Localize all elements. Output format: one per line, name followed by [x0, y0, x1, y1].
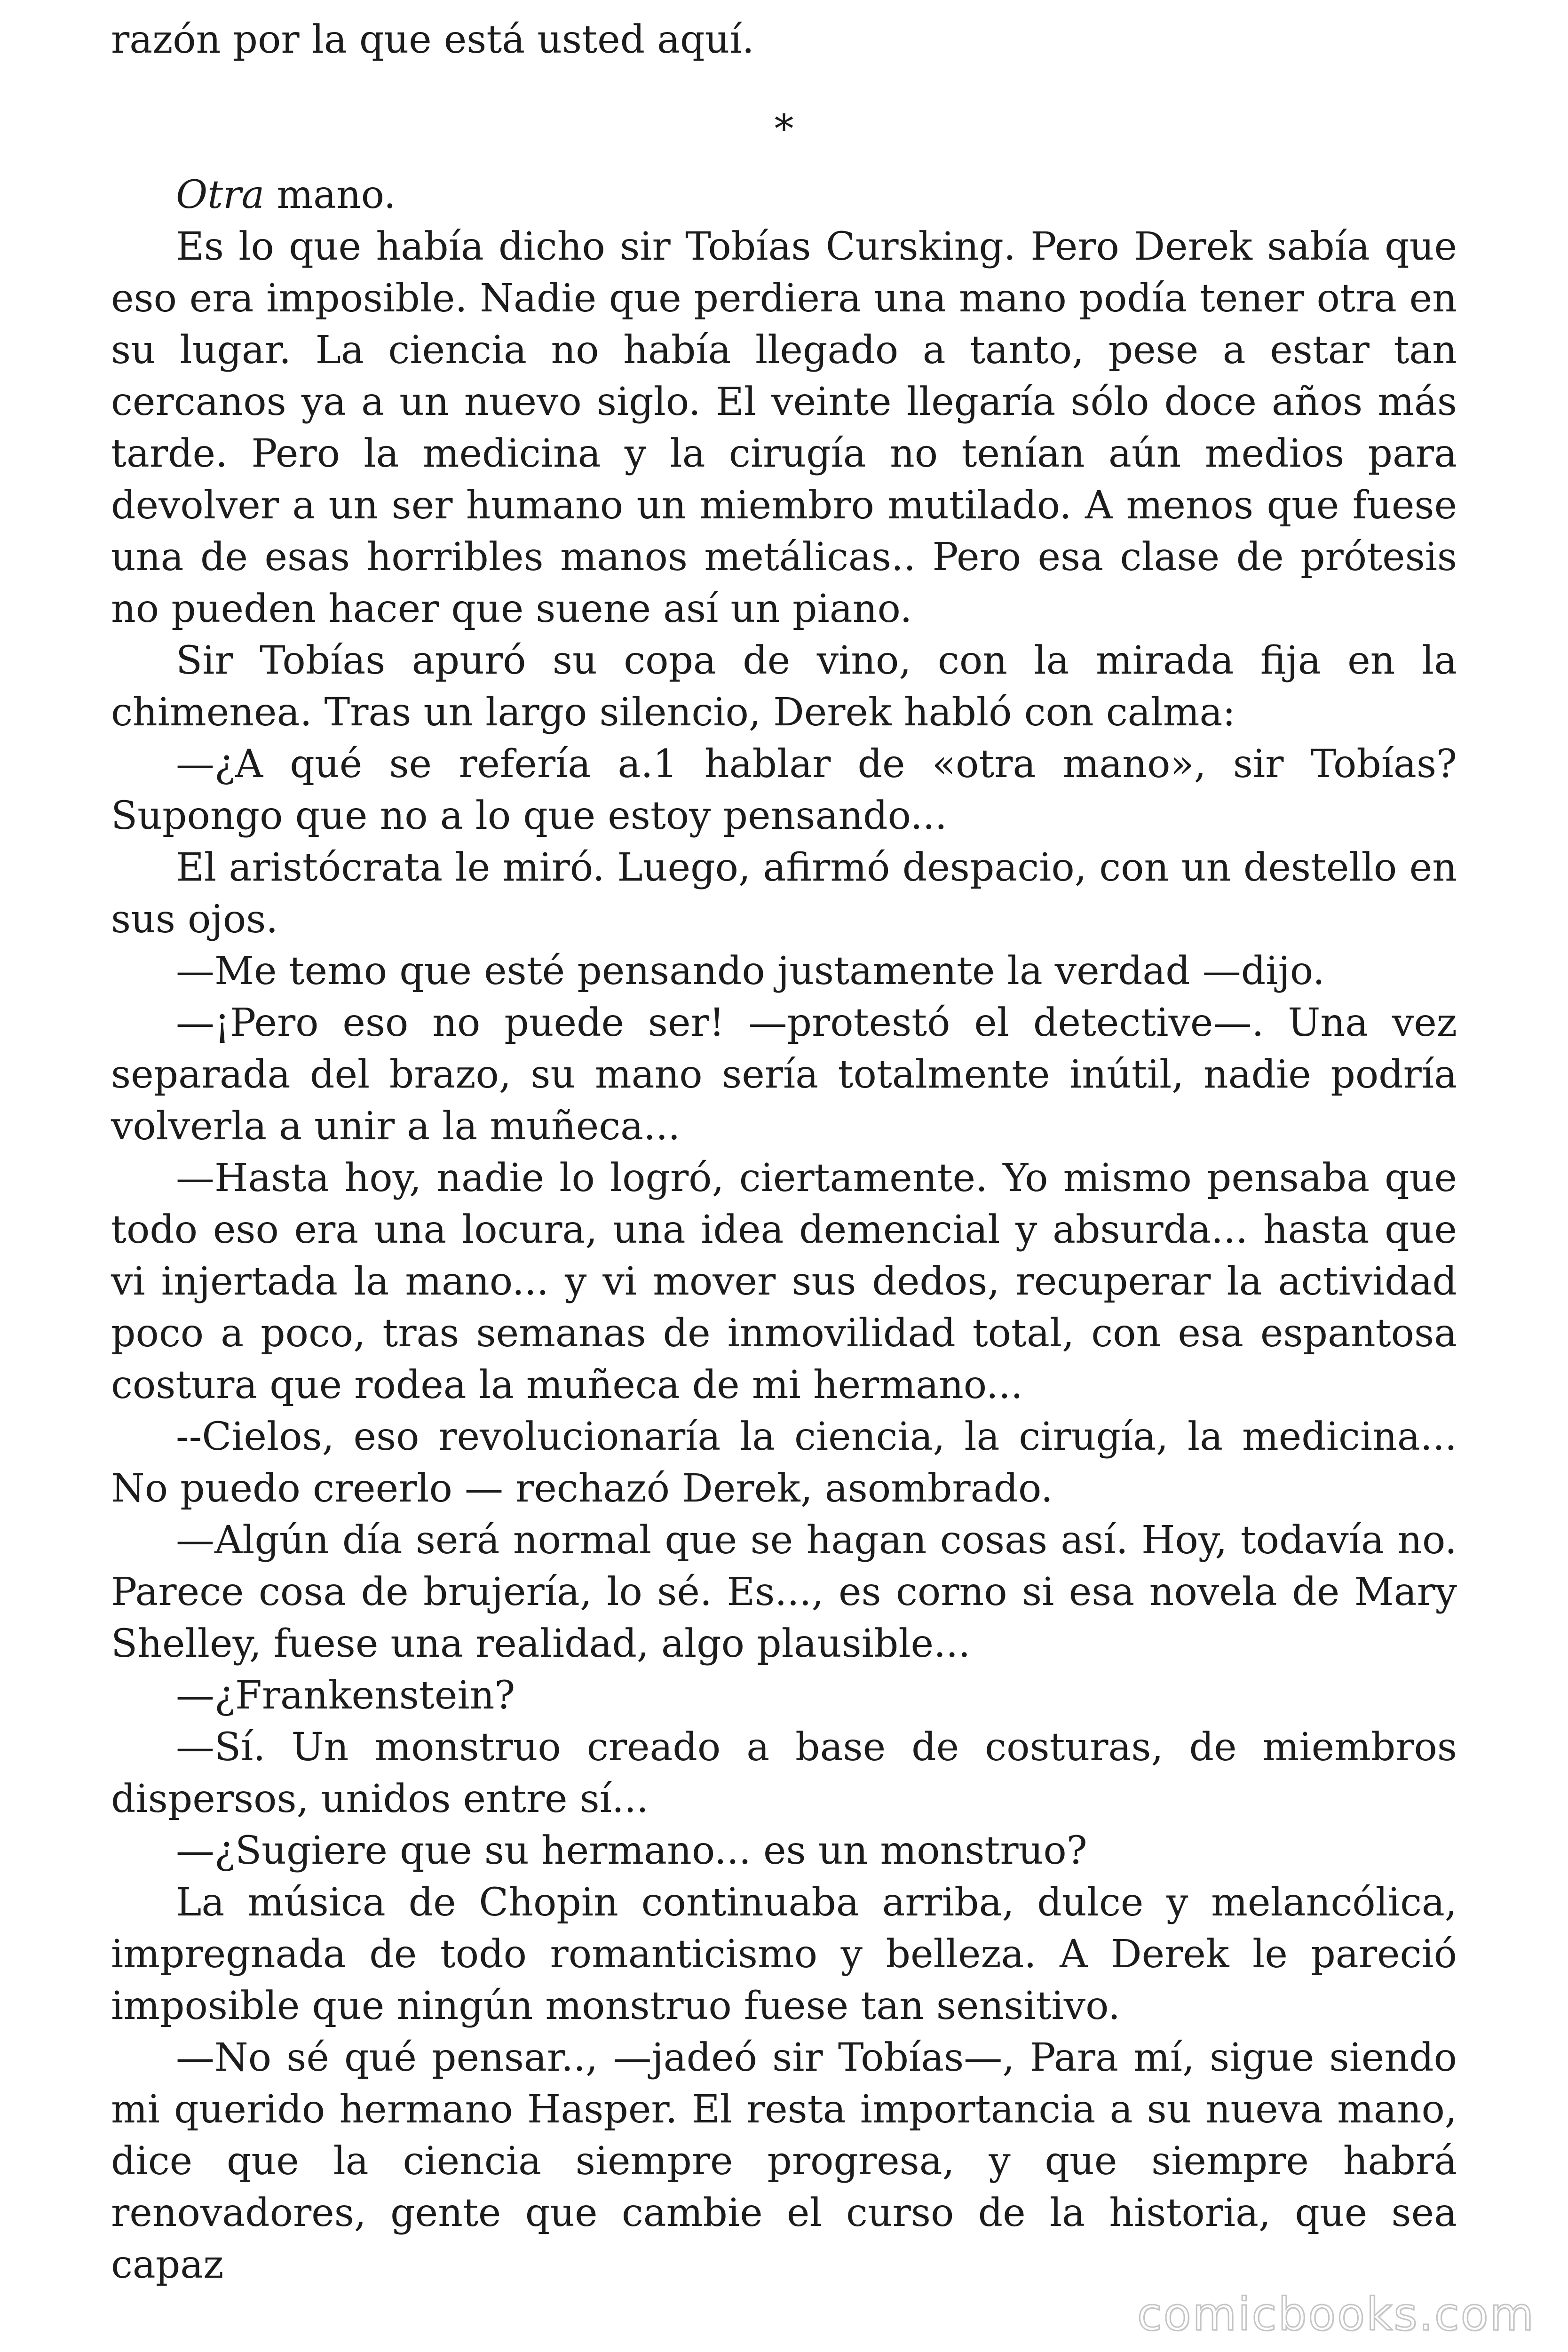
- dialogue-paragraph: —¿Sugiere que su hermano... es un monstruo?: [176, 1828, 1087, 1873]
- dialogue-paragraph: —Me temo que esté pensando justamente la verdad —dijo.: [176, 949, 1325, 993]
- paragraph: La música de Chopin continuaba arriba, dulce y melancólica, impregnada de todo romanticismo y belleza. A Derek le pareció imposible que ningún monstruo fuese tan sensitivo.: [111, 1880, 1457, 2028]
- paragraph-continuation: razón por la que está usted aquí.: [111, 17, 754, 62]
- dialogue-paragraph: --Cielos, eso revolucionaría la ciencia, la cirugía, la medicina... No puedo creerlo — rechazó Derek, asombrado.: [111, 1414, 1457, 1511]
- paragraph-otra-mano: [111, 169, 1457, 221]
- dialogue-paragraph: —¿A qué se refería a.1 hablar de «otra mano», sir Tobías? Supongo que no a lo que estoy pensando...: [111, 742, 1457, 838]
- dialogue-paragraph: —¿Frankenstein?: [176, 1673, 515, 1718]
- paragraph: Es lo que había dicho sir Tobías Cursking. Pero Derek sabía que eso era imposible. Nadie que perdiera una mano podía tener otra en su lugar. La ciencia no había llegado a tanto, pese a estar tan cercanos ya a un nuevo siglo. El veinte llegaría sólo doce años más tarde. Pero la medicina y la cirugía no tenían aún medios para devolver a un ser humano un miembro mutilado. A menos que fuese una de esas horribles manos metálicas.. Pero esa clase de prótesis no pueden hacer que suene así un piano.: [111, 224, 1457, 631]
- paragraph: Sir Tobías apuró su copa de vino, con la mirada fija en la chimenea. Tras un largo silencio, Derek habló con calma:: [111, 638, 1457, 735]
- dialogue-paragraph: —Hasta hoy, nadie lo logró, ciertamente. Yo mismo pensaba que todo eso era una locura, una idea demencial y absurda... hasta que vi injertada la mano... y vi mover sus dedos, recuperar la actividad poco a poco, tras semanas de inmovilidad total, con esa espantosa costura que rodea la muñeca de mi hermano...: [111, 1156, 1457, 1407]
- paragraph-text: mano.: [264, 173, 396, 217]
- dialogue-paragraph: —Sí. Un monstruo creado a base de costuras, de miembros dispersos, unidos entre sí...: [111, 1725, 1457, 1821]
- watermark-logo: comicbooks.com: [1137, 2288, 1535, 2341]
- book-page-text: [111, 14, 1457, 2291]
- paragraph: El aristócrata le miró. Luego, afirmó despacio, con un destello en sus ojos.: [111, 845, 1457, 942]
- dialogue-paragraph: —Algún día será normal que se hagan cosas así. Hoy, todavía no. Parece cosa de brujería, lo sé. Es..., es corno si esa novela de Mary Shelley, fuese una realidad, algo plausible...: [111, 1518, 1457, 1666]
- italic-word: Otra: [176, 173, 265, 217]
- dialogue-paragraph: —¡Pero eso no puede ser! —protestó el detective—. Una vez separada del brazo, su mano sería totalmente inútil, nadie podría volverla a unir a la muñeca...: [111, 1001, 1457, 1149]
- scene-break-asterisk: *: [774, 107, 794, 151]
- dialogue-paragraph: —No sé qué pensar.., —jadeó sir Tobías—, Para mí, sigue siendo mi querido hermano Hasper. El resta importancia a su nueva mano, dice que la ciencia siempre progresa, y que siempre habrá renovadores, gente que cambie el curso de la historia, que sea capaz: [111, 2035, 1457, 2287]
